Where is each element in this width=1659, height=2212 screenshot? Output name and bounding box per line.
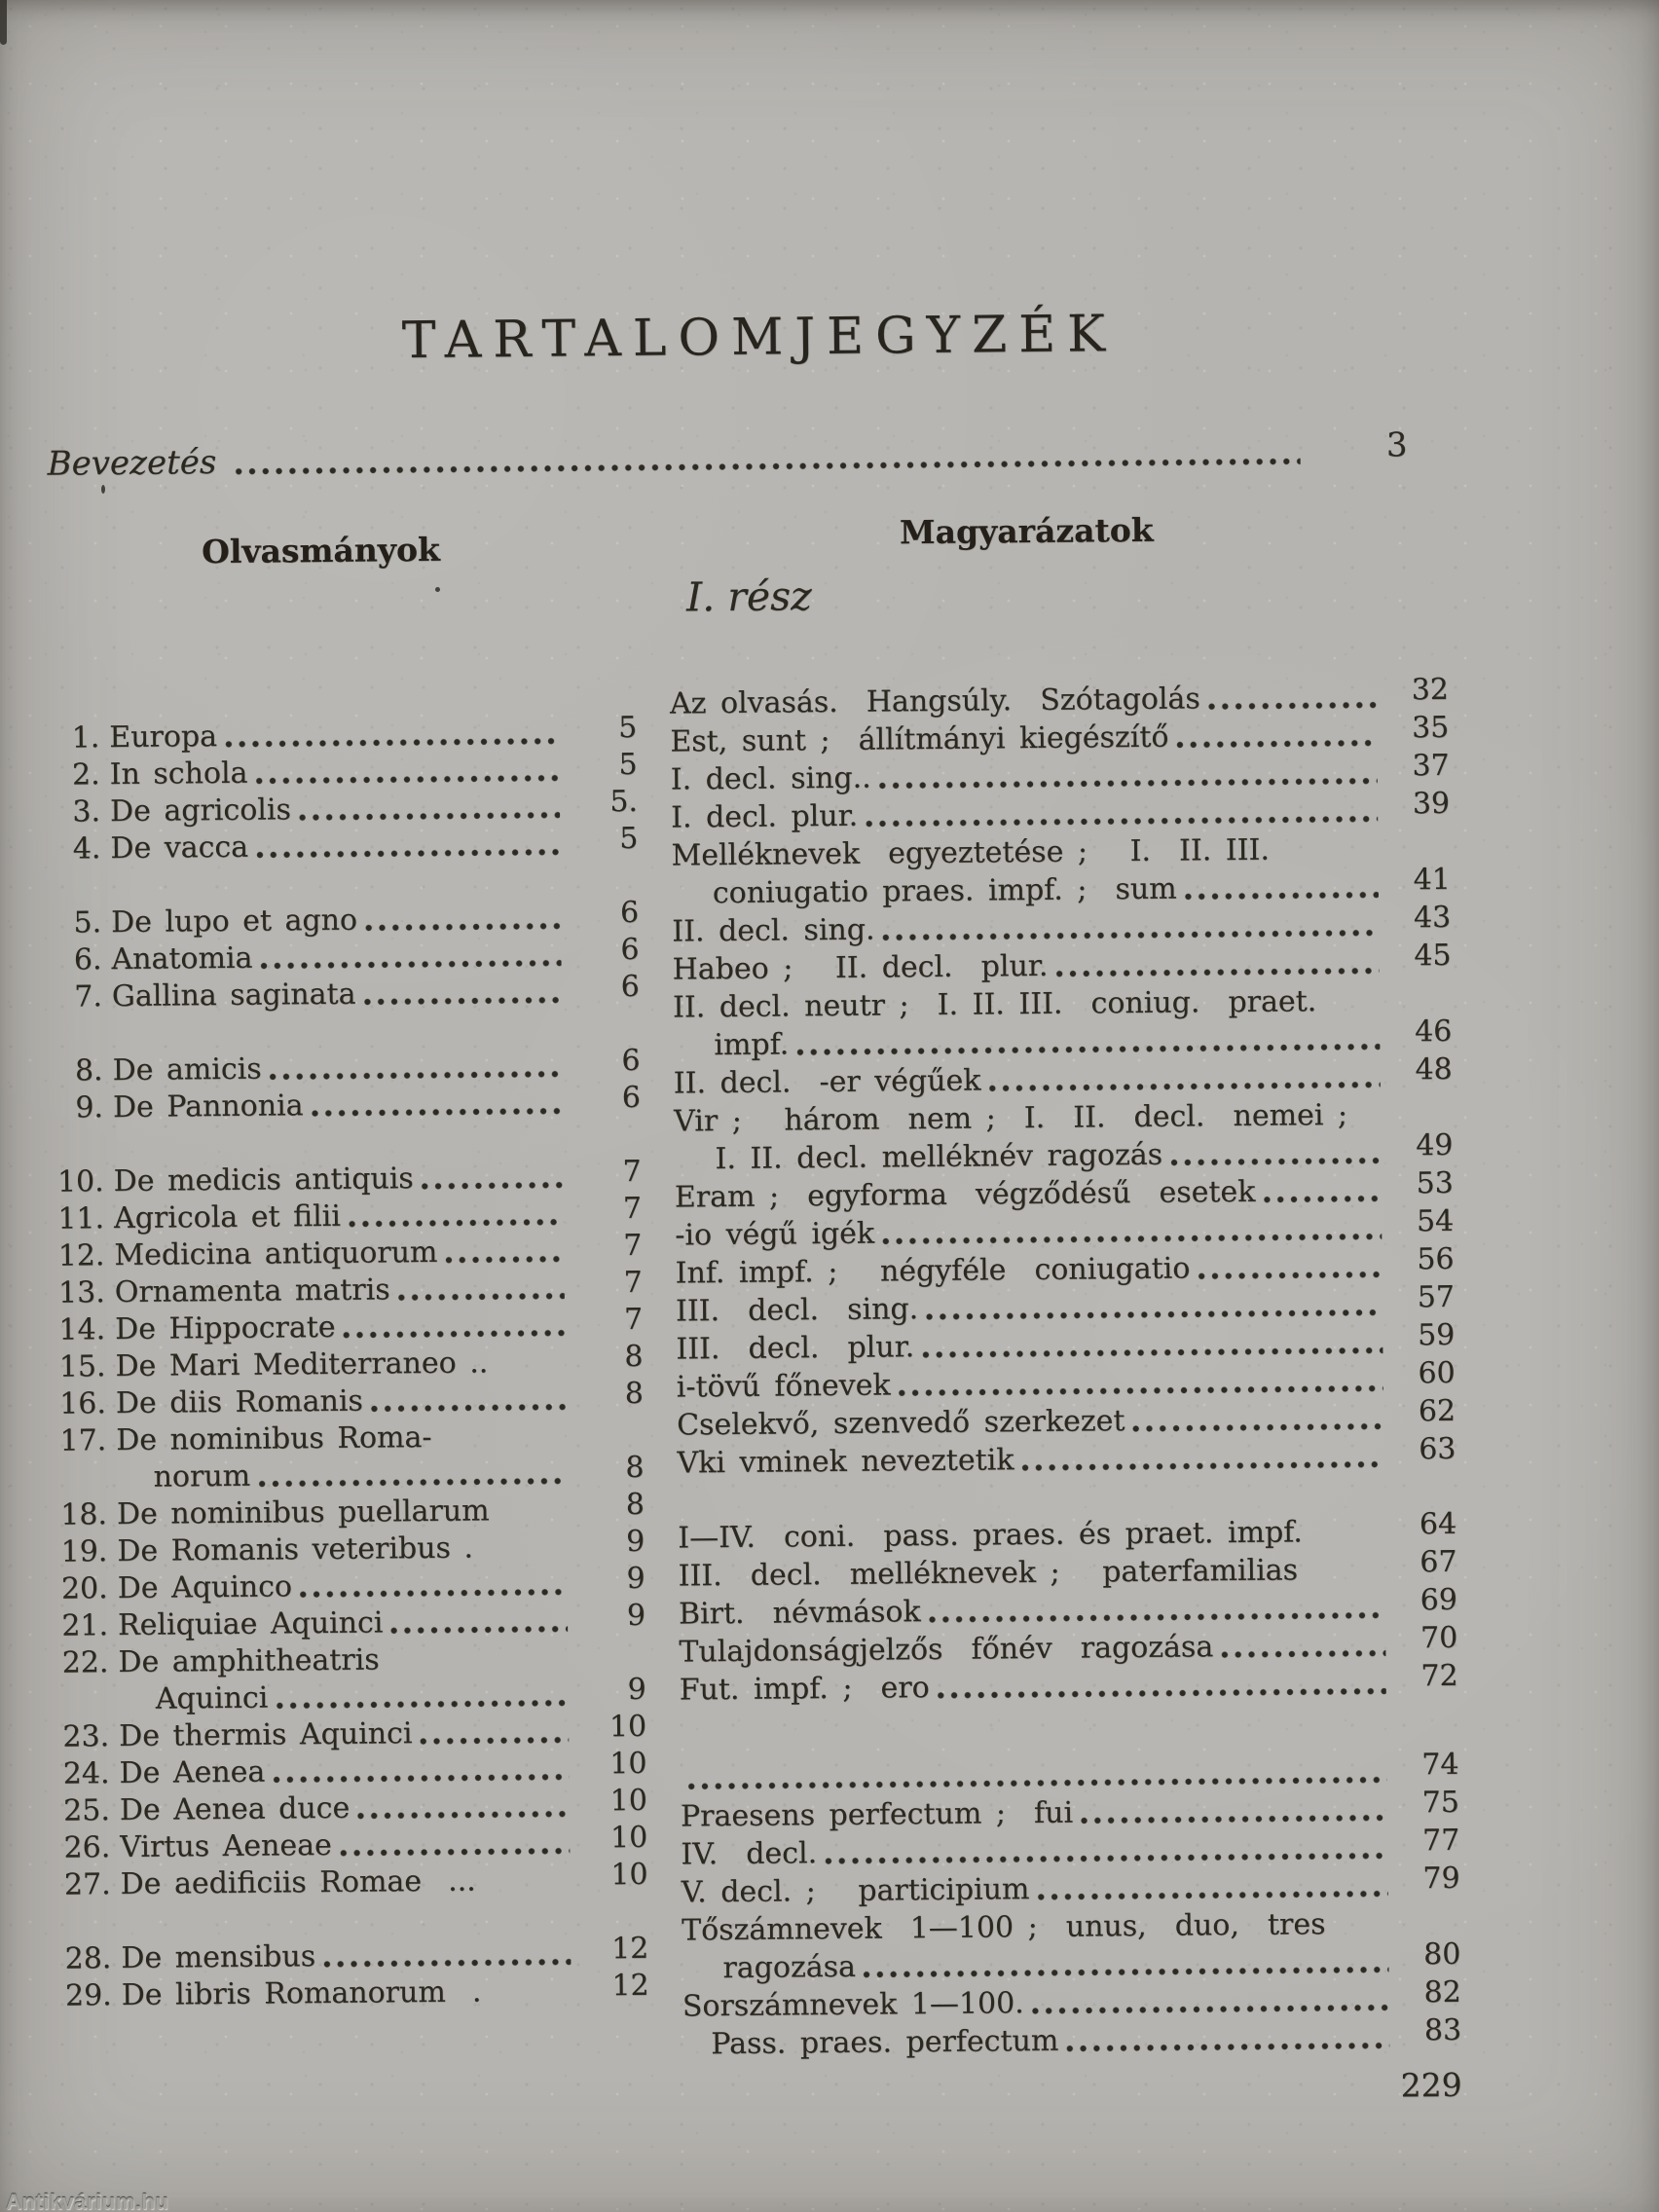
entry-page-number: 35 bbox=[1411, 710, 1450, 746]
dot-leader bbox=[920, 1588, 1395, 1631]
dot-leader bbox=[1168, 716, 1386, 756]
entry-number: 10. bbox=[56, 1164, 104, 1199]
entry-page-number: 46 bbox=[1414, 1014, 1453, 1050]
page-number: 229 bbox=[1400, 2065, 1462, 2105]
dot-leader bbox=[1270, 830, 1388, 868]
entry-title: De mensibus bbox=[121, 1939, 316, 1976]
entry-title: Virtus Aeneae bbox=[120, 1827, 332, 1865]
entry-title: Reliquiae Aquinci bbox=[117, 1605, 384, 1643]
entry-page-number: 70 bbox=[1419, 1620, 1458, 1656]
entry-title: V. decl. ; participium bbox=[681, 1872, 1030, 1910]
toc-entry-reading bbox=[60, 1487, 645, 1534]
entry-title: De Romanis veteribus . bbox=[117, 1530, 474, 1569]
entry-number: 11. bbox=[57, 1201, 105, 1236]
entry-title: Agricola et filii bbox=[113, 1198, 342, 1236]
dot-leader bbox=[250, 1456, 576, 1495]
entry-page-number: 43 bbox=[1413, 900, 1452, 936]
dot-leader bbox=[363, 1382, 575, 1420]
toc-entry-reading bbox=[54, 784, 639, 831]
dot-leader bbox=[335, 1308, 574, 1346]
entry-number bbox=[62, 1681, 119, 1719]
dot-leader bbox=[355, 975, 571, 1014]
toc-entry-explanation bbox=[682, 2012, 1462, 2064]
entry-page-number: 45 bbox=[1414, 938, 1452, 974]
entry-number: 2. bbox=[71, 757, 100, 793]
toc-entry-reading bbox=[60, 1524, 645, 1571]
entry-title: Vki vminek neveztetik bbox=[677, 1443, 1014, 1481]
dot-leader bbox=[315, 1936, 581, 1975]
entry-title: I. II. decl. melléknév ragozás bbox=[715, 1137, 1163, 1177]
toc-entry-reading bbox=[59, 1418, 644, 1460]
dot-leader bbox=[1303, 1512, 1395, 1551]
dot-leader bbox=[303, 1086, 572, 1125]
dot-leader bbox=[1124, 1399, 1393, 1440]
dot-leader bbox=[874, 1209, 1392, 1252]
entry-number: 24. bbox=[62, 1756, 110, 1791]
entry-page-number: 80 bbox=[1423, 1936, 1461, 1972]
entry-page-number: 6 bbox=[621, 1080, 642, 1116]
toc-entry-reading bbox=[56, 1154, 642, 1201]
dot-leader bbox=[332, 1825, 580, 1864]
dot-leader bbox=[817, 1828, 1398, 1872]
entry-page-number: 39 bbox=[1412, 786, 1451, 822]
entry-number: 25. bbox=[63, 1793, 111, 1828]
dot-leader bbox=[350, 1788, 579, 1827]
entry-page-number: 10 bbox=[608, 1709, 647, 1745]
toc-entry-reading bbox=[55, 895, 640, 942]
toc-entry-reading bbox=[63, 1820, 648, 1867]
entry-title: Inf. impf. ; négyféle coniugatio bbox=[675, 1251, 1191, 1291]
entry-page-number: 10 bbox=[609, 1746, 647, 1782]
dot-leader bbox=[248, 827, 571, 866]
entry-page-number: 6 bbox=[619, 895, 640, 931]
entry-title: De amicis bbox=[112, 1051, 262, 1088]
entry-number: 13. bbox=[57, 1275, 105, 1310]
dot-leader bbox=[856, 1942, 1399, 1985]
dot-leader bbox=[871, 754, 1387, 796]
entry-title: De aedificiis Romae ... bbox=[120, 1863, 476, 1902]
entry-number: 4. bbox=[72, 831, 101, 866]
entry-title: De Pannonia bbox=[112, 1088, 304, 1125]
dot-leader bbox=[1048, 943, 1389, 984]
entry-title: Birt. névmások bbox=[678, 1595, 921, 1632]
dot-leader bbox=[489, 1493, 576, 1530]
dot-leader bbox=[414, 1160, 573, 1198]
entry-page-number: 9 bbox=[627, 1672, 646, 1708]
entry-number: 19. bbox=[60, 1534, 108, 1569]
entry-title: Vir ; három nem ; I. II. decl. nemei ; bbox=[673, 1097, 1348, 1139]
entry-page-number: 6 bbox=[620, 969, 640, 1005]
entry-number: 17. bbox=[59, 1423, 107, 1458]
dot-leader bbox=[789, 1019, 1390, 1063]
dot-leader bbox=[1029, 1866, 1398, 1908]
entry-number: 21. bbox=[61, 1608, 109, 1643]
entry-title: I. decl. sing.. bbox=[670, 760, 871, 797]
entry-number: 18. bbox=[60, 1497, 108, 1532]
dot-leader bbox=[1162, 1133, 1391, 1173]
entry-page-number: 5 bbox=[618, 747, 638, 783]
toc-entry-reading bbox=[63, 1783, 648, 1830]
entry-title: III. decl. sing. bbox=[675, 1292, 919, 1329]
dot-leader bbox=[1298, 1550, 1395, 1589]
entry-page-number: 5. bbox=[609, 784, 639, 820]
toc-entry-reading bbox=[62, 1672, 646, 1719]
entry-number: 28. bbox=[64, 1941, 112, 1976]
entry-number: 22. bbox=[61, 1645, 109, 1680]
entry-title: De lupo et agno bbox=[110, 903, 358, 940]
entry-number: 29. bbox=[64, 1978, 112, 2013]
intro-label: Bevezetés bbox=[47, 442, 228, 484]
toc-entry-reading bbox=[60, 1561, 645, 1608]
entry-number: 1. bbox=[71, 720, 100, 756]
dot-leader bbox=[383, 1604, 577, 1642]
entry-page-number: 56 bbox=[1417, 1241, 1455, 1277]
dot-leader bbox=[357, 901, 571, 940]
entry-page-number: 9 bbox=[626, 1524, 645, 1560]
entry-title: II. decl. neutr ; I. II. III. coniug. praet. bbox=[672, 984, 1317, 1025]
entry-page-number: 8 bbox=[625, 1450, 645, 1486]
entry-number: 9. bbox=[75, 1090, 104, 1125]
dot-leader bbox=[261, 1049, 571, 1088]
entry-title: Melléknevek egyeztetése ; I. II. III. bbox=[671, 832, 1271, 873]
entry-page-number: 12 bbox=[611, 1968, 649, 2004]
entry-title: De diis Romanis bbox=[115, 1383, 364, 1421]
entry-title: De thermis Aquinci bbox=[119, 1716, 413, 1754]
entry-number: 12. bbox=[57, 1238, 105, 1273]
entry-title: II. decl. sing. bbox=[672, 912, 875, 949]
dot-leader bbox=[1014, 1437, 1393, 1479]
entry-page-number: 82 bbox=[1423, 1974, 1461, 2010]
toc-entry-reading bbox=[59, 1376, 644, 1423]
entry-page-number: 59 bbox=[1417, 1317, 1456, 1353]
entry-title: Sorszámnevek 1—100. bbox=[682, 1986, 1024, 2024]
toc-entry-reading bbox=[57, 1191, 643, 1238]
entry-title: Ornamenta matris bbox=[114, 1272, 390, 1310]
right-column-header: Magyarázatok bbox=[899, 510, 1154, 552]
entry-page-number: 37 bbox=[1412, 748, 1450, 784]
toc-entry-reading bbox=[62, 1746, 647, 1793]
entry-title: Praesens perfectum ; fui bbox=[680, 1795, 1074, 1834]
entry-title: Tulajdonságjelzős főnév ragozása bbox=[679, 1630, 1214, 1670]
entry-page-number: 10 bbox=[610, 1857, 648, 1893]
entry-page-number bbox=[575, 1413, 644, 1451]
dot-leader bbox=[930, 1664, 1396, 1707]
entry-page-number bbox=[1389, 975, 1452, 1014]
dot-leader bbox=[1213, 1626, 1395, 1666]
entry-title: De agricolis bbox=[109, 793, 292, 830]
entry-number bbox=[59, 1459, 116, 1497]
entry-page-number: 62 bbox=[1418, 1393, 1456, 1429]
dot-leader bbox=[476, 1862, 580, 1899]
intro-row bbox=[47, 425, 1415, 484]
entry-page-number: 60 bbox=[1418, 1355, 1456, 1391]
entry-title: De amphitheatris bbox=[118, 1642, 380, 1680]
entry-title: Eram ; egyforma végződésű esetek bbox=[674, 1174, 1256, 1215]
toc-entry-reading bbox=[63, 1857, 648, 1904]
entry-number: 7. bbox=[74, 979, 103, 1014]
entry-title: Anatomia bbox=[111, 940, 253, 977]
dot-leader bbox=[252, 938, 571, 977]
entry-page-number: 12 bbox=[610, 1931, 649, 1967]
dot-leader bbox=[980, 1057, 1390, 1099]
intro-page-number: 3 bbox=[1385, 425, 1408, 465]
dot-leader bbox=[291, 790, 571, 830]
entry-page-number: 10 bbox=[609, 1783, 648, 1819]
entry-number: 8. bbox=[74, 1053, 103, 1088]
entry-page-number: 57 bbox=[1417, 1279, 1456, 1315]
toc-entry-explanation bbox=[679, 1658, 1458, 1710]
toc-entry-reading bbox=[64, 1931, 649, 1978]
toc-entry-reading bbox=[57, 1228, 643, 1275]
entry-title: Cselekvő, szenvedő szerkezet bbox=[676, 1404, 1125, 1443]
entry-page-number: 5 bbox=[617, 710, 638, 746]
dot-leader bbox=[1190, 1247, 1392, 1287]
entry-page-number: 7 bbox=[622, 1154, 642, 1190]
entry-title: De Mari Mediterraneo .. bbox=[115, 1346, 489, 1384]
toc-entry-reading bbox=[54, 821, 639, 868]
entry-page-number: 83 bbox=[1423, 2012, 1462, 2048]
entry-number: 16. bbox=[59, 1386, 107, 1421]
dot-leader bbox=[265, 1751, 579, 1791]
entry-title: norum bbox=[153, 1458, 251, 1494]
entry-page-number: 74 bbox=[1421, 1747, 1459, 1783]
dot-leader bbox=[1058, 2018, 1399, 2059]
dot-leader bbox=[890, 1361, 1393, 1404]
entry-title: III. decl. melléknevek ; paterfamilias bbox=[678, 1553, 1299, 1594]
entry-title: -io végű igék bbox=[675, 1216, 875, 1253]
entry-page-number: 8 bbox=[624, 1339, 644, 1375]
entry-title: Pass. praes. perfectum bbox=[682, 2023, 1059, 2062]
entry-title: De nominibus puellarum bbox=[116, 1493, 490, 1532]
entry-page-number: 32 bbox=[1411, 672, 1450, 708]
entry-page-number: 7 bbox=[622, 1191, 643, 1227]
toc-entry-reading bbox=[58, 1302, 644, 1349]
dot-leader bbox=[1347, 1095, 1390, 1133]
entry-number: 14. bbox=[58, 1312, 106, 1347]
dot-leader bbox=[379, 1641, 577, 1679]
entry-page-number: 54 bbox=[1416, 1203, 1455, 1239]
entry-page-number: 67 bbox=[1419, 1544, 1457, 1580]
section-label: I. rész bbox=[685, 572, 812, 621]
dot-leader bbox=[481, 1972, 581, 2010]
entry-page-number: 41 bbox=[1413, 862, 1451, 898]
entry-title: coniugatio praes. impf. ; sum bbox=[712, 871, 1177, 911]
entry-page-number bbox=[1398, 1898, 1460, 1936]
entry-title: De Aenea duce bbox=[119, 1790, 350, 1828]
dot-leader bbox=[874, 905, 1388, 948]
entry-page-number bbox=[1390, 1088, 1453, 1127]
entry-page-number bbox=[1387, 823, 1450, 862]
entry-title: I—IV. coni. pass. praes. és praet. impf. bbox=[678, 1515, 1303, 1556]
entry-page-number: 64 bbox=[1419, 1506, 1457, 1542]
entry-page-number: 9 bbox=[626, 1598, 646, 1634]
entry-page-number: 77 bbox=[1421, 1823, 1460, 1859]
entry-title: I. decl. plur. bbox=[670, 798, 859, 835]
dot-leader bbox=[1200, 678, 1387, 718]
dot-leader bbox=[1316, 981, 1389, 1020]
left-column-header: Olvasmányok bbox=[201, 530, 441, 571]
entry-page-number: 79 bbox=[1422, 1861, 1460, 1897]
entry-title: Habeo ; II. decl. plur. bbox=[672, 948, 1049, 987]
entry-title: III. decl. plur. bbox=[676, 1330, 915, 1367]
entry-page-number: 49 bbox=[1416, 1127, 1454, 1163]
entry-number: 5. bbox=[73, 905, 102, 940]
entry-page-number: 8 bbox=[624, 1376, 644, 1412]
entry-title: Tőszámnevek 1—100 ; unus, duo, tres bbox=[681, 1907, 1326, 1948]
entry-number: 26. bbox=[63, 1830, 111, 1865]
entry-title: De Hippocrate bbox=[115, 1309, 336, 1347]
entry-number: 27. bbox=[63, 1867, 111, 1902]
entry-page-number: 6 bbox=[621, 1043, 641, 1079]
entry-title: De Aquinco bbox=[117, 1569, 293, 1606]
entry-page-number: 63 bbox=[1419, 1431, 1456, 1467]
dot-leader bbox=[1255, 1171, 1391, 1210]
entry-title: De medicis antiquis bbox=[113, 1161, 414, 1199]
entry-title: Gallina saginata bbox=[111, 977, 356, 1014]
dot-leader bbox=[247, 753, 570, 793]
entry-title: Aquinci bbox=[155, 1680, 269, 1716]
entry-title: ragozása bbox=[722, 1949, 857, 1986]
toc-entry-reading bbox=[57, 1265, 643, 1312]
toc-entry-reading bbox=[58, 1339, 644, 1386]
toc-entry-reading bbox=[55, 932, 640, 979]
entry-page-number: 7 bbox=[623, 1302, 644, 1338]
toc-entry-reading bbox=[55, 1043, 641, 1090]
dot-leader bbox=[412, 1714, 578, 1753]
dot-leader bbox=[431, 1419, 575, 1456]
dot-leader bbox=[914, 1323, 1393, 1366]
entry-number: 20. bbox=[60, 1571, 108, 1606]
entry-title: De libris Romanorum . bbox=[121, 1974, 482, 2013]
entry-page-number: 10 bbox=[609, 1820, 648, 1856]
dot-leader bbox=[227, 431, 1310, 483]
toc-entry-reading bbox=[56, 1080, 642, 1127]
entry-title: Medicina antiquorum bbox=[114, 1235, 438, 1273]
entry-number: 23. bbox=[62, 1719, 110, 1754]
entry-page-number: 69 bbox=[1419, 1582, 1458, 1618]
entry-page-number: 7 bbox=[623, 1265, 643, 1301]
dot-leader bbox=[1024, 1980, 1399, 2022]
entry-page-number: 75 bbox=[1421, 1785, 1460, 1821]
readings-list bbox=[53, 710, 649, 2015]
entry-title: Europa bbox=[109, 719, 218, 756]
entry-page-number: 9 bbox=[626, 1561, 645, 1597]
entry-title: impf. bbox=[714, 1027, 790, 1063]
toc-entry-reading bbox=[61, 1598, 646, 1645]
entry-title: IV. decl. bbox=[681, 1836, 818, 1872]
entry-title: De nominibus Roma- bbox=[116, 1419, 432, 1458]
dot-leader bbox=[268, 1677, 578, 1717]
toc-entry-reading bbox=[53, 710, 638, 757]
toc-entry-reading bbox=[61, 1640, 645, 1682]
toc-entry-reading bbox=[59, 1450, 645, 1497]
toc-entry-reading bbox=[54, 747, 638, 794]
entry-page-number: 8 bbox=[625, 1487, 645, 1523]
entry-page-number: 6 bbox=[620, 932, 640, 968]
dot-leader bbox=[1176, 867, 1388, 907]
entry-title: Fut. impf. ; ero bbox=[679, 1671, 930, 1708]
entry-title: De Aenea bbox=[119, 1754, 266, 1791]
entry-title: II. decl. -er végűek bbox=[673, 1063, 981, 1101]
explanations-list bbox=[669, 672, 1462, 2064]
dot-leader bbox=[437, 1234, 573, 1272]
entry-page-number: 72 bbox=[1420, 1658, 1458, 1694]
dot-leader bbox=[918, 1285, 1392, 1328]
toc-entry-reading bbox=[62, 1709, 647, 1756]
toc-entry-explanation bbox=[673, 1051, 1453, 1103]
dot-leader bbox=[488, 1345, 575, 1382]
dot-leader bbox=[389, 1271, 573, 1309]
entry-title: Est, sunt ; állítmányi kiegészítő bbox=[670, 719, 1169, 759]
entry-title: De vacca bbox=[110, 830, 249, 866]
dot-leader bbox=[858, 792, 1387, 834]
dot-leader bbox=[1325, 1904, 1398, 1943]
entry-number: 6. bbox=[73, 942, 102, 977]
dot-leader bbox=[1073, 1790, 1397, 1831]
dot-leader bbox=[473, 1530, 577, 1567]
dot-leader bbox=[341, 1197, 574, 1235]
entry-number: 15. bbox=[58, 1349, 106, 1384]
entry-page-number: 48 bbox=[1415, 1051, 1453, 1088]
entry-page-number: 5 bbox=[619, 821, 639, 857]
dot-leader bbox=[217, 716, 570, 756]
entry-page-number bbox=[577, 1635, 645, 1673]
entry-number: 3. bbox=[72, 794, 101, 830]
toc-entry-reading bbox=[64, 1968, 649, 2015]
entry-title: Az olvasás. Hangsúly. Szótagolás bbox=[669, 682, 1200, 721]
toc-entry-explanation bbox=[677, 1431, 1456, 1483]
entry-page-number: 53 bbox=[1416, 1165, 1454, 1201]
entry-page-number: 7 bbox=[623, 1228, 643, 1264]
watermark: Antikvárium.hu bbox=[6, 2190, 169, 2212]
toc-entry-reading bbox=[55, 969, 640, 1016]
page-title: TARTALOMJEGYZÉK bbox=[401, 305, 1118, 371]
entry-title: In schola bbox=[109, 756, 248, 793]
dot-leader bbox=[292, 1567, 577, 1606]
entry-title: i-tövű főnevek bbox=[676, 1368, 891, 1405]
